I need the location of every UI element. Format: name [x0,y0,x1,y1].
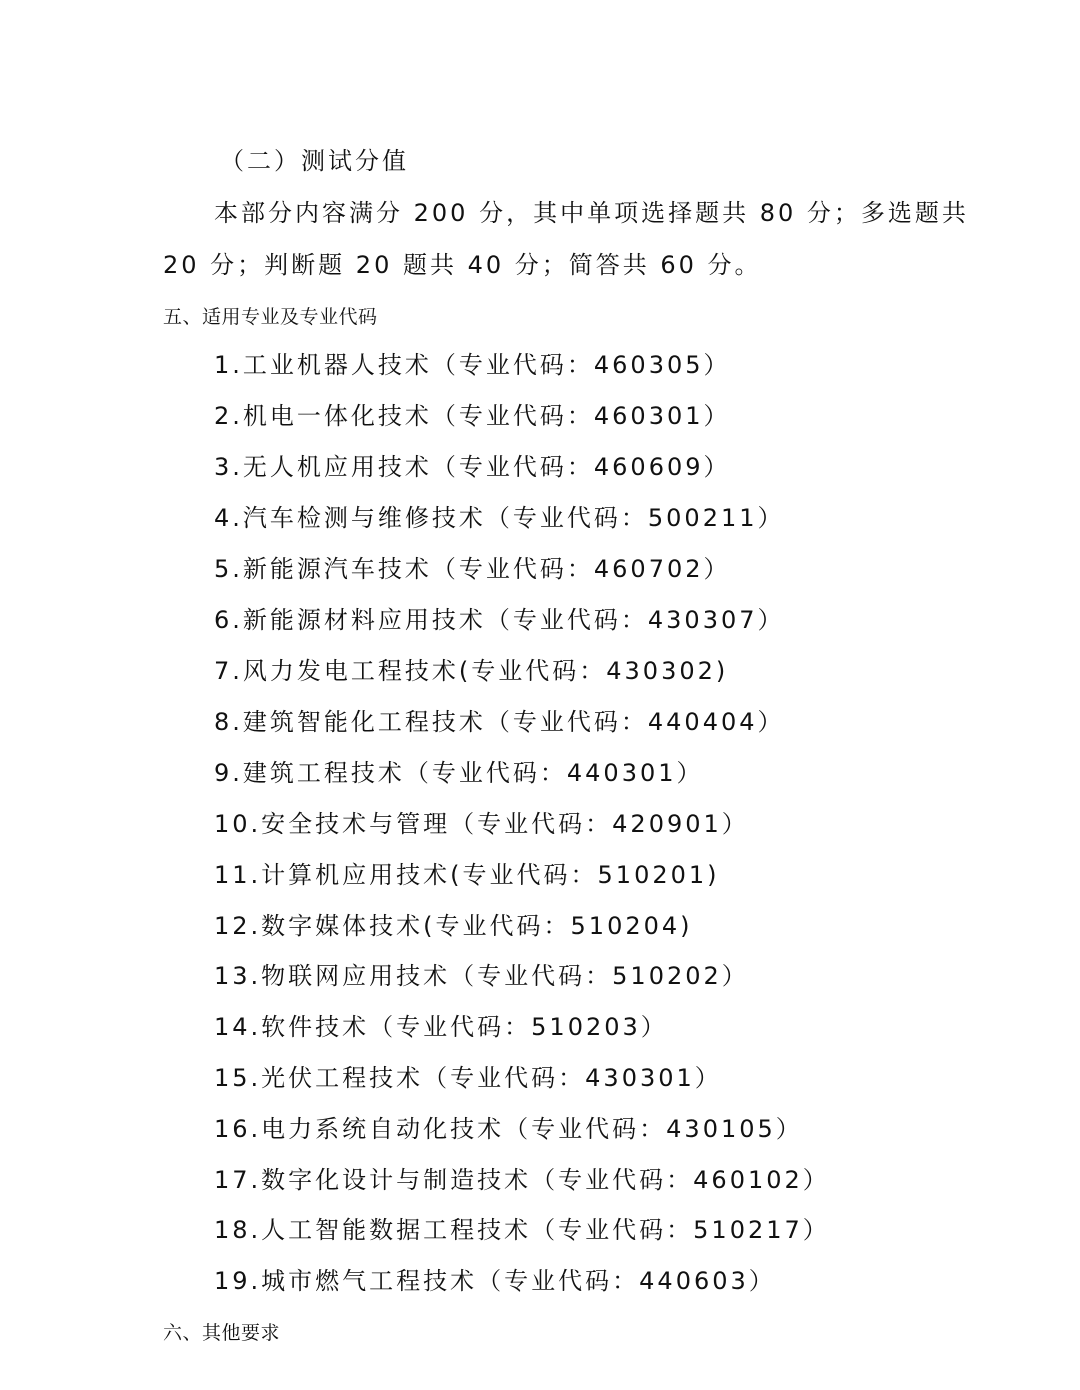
major-item: 15.光伏工程技术（专业代码：430301） [214,1064,722,1092]
major-item: 11.计算机应用技术(专业代码：510201) [214,861,720,889]
major-item: 12.数字媒体技术(专业代码：510204) [214,912,693,940]
major-item: 14.软件技术（专业代码：510203） [214,1013,668,1041]
major-item: 19.城市燃气工程技术（专业代码：440603） [214,1267,776,1295]
major-item: 5.新能源汽车技术（专业代码：460702） [214,555,731,583]
major-item: 6.新能源材料应用技术（专业代码：430307） [214,606,785,634]
major-item: 9.建筑工程技术（专业代码：440301） [214,759,704,787]
major-item: 3.无人机应用技术（专业代码：460609） [214,453,731,481]
major-item: 18.人工智能数据工程技术（专业代码：510217） [214,1216,830,1244]
major-item: 13.物联网应用技术（专业代码：510202） [214,962,749,990]
major-item: 10.安全技术与管理（专业代码：420901） [214,810,749,838]
score-paragraph-line-1: 本部分内容满分 200 分，其中单项选择题共 80 分；多选题共 [214,199,969,227]
major-item: 4.汽车检测与维修技术（专业代码：500211） [214,504,785,532]
test-score-subheading: （二）测试分值 [220,147,409,175]
major-item: 8.建筑智能化工程技术（专业代码：440404） [214,708,785,736]
major-item: 17.数字化设计与制造技术（专业代码：460102） [214,1166,830,1194]
major-item: 2.机电一体化技术（专业代码：460301） [214,402,731,430]
section-6-heading: 六、其他要求 [163,1322,281,1344]
section-5-heading: 五、适用专业及专业代码 [163,306,378,328]
major-item: 1.工业机器人技术（专业代码：460305） [214,351,731,379]
major-item: 16.电力系统自动化技术（专业代码：430105） [214,1115,803,1143]
major-item: 7.风力发电工程技术(专业代码：430302) [214,657,729,685]
score-paragraph-line-2: 20 分；判断题 20 题共 40 分；简答共 60 分。 [163,251,762,279]
